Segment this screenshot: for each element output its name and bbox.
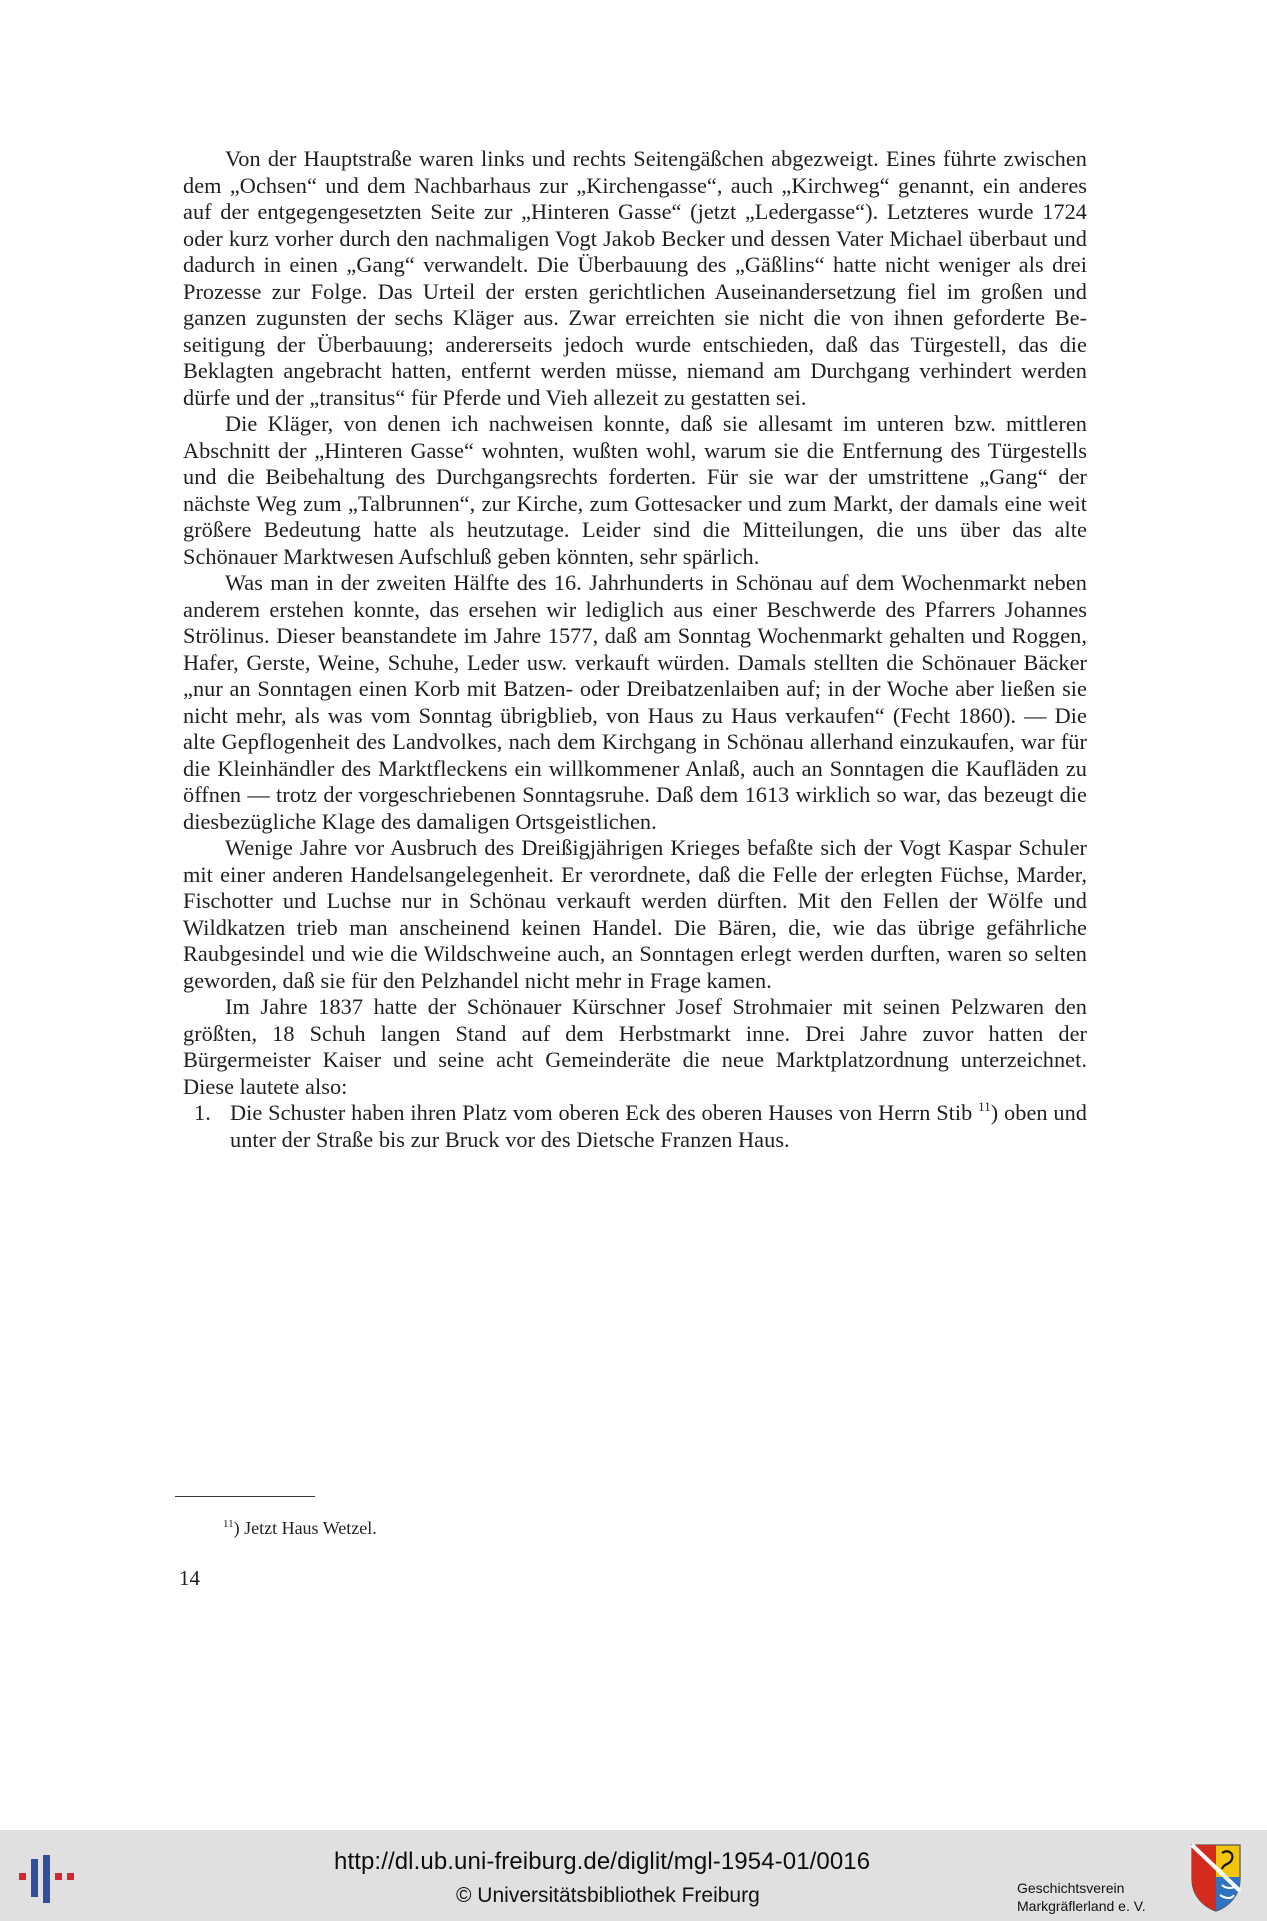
society-name-line1: Geschichtsverein bbox=[1017, 1880, 1125, 1896]
society-name-line2: Markgräflerland e. V. bbox=[1017, 1898, 1146, 1914]
list-number: 1. bbox=[194, 1100, 211, 1125]
paragraph: Was man in der zweiten Hälfte des 16. Jahrhunderts in Schönau auf dem Wochenmarkt neben anderem erstehen konnte, das ersehen wir lediglich aus einer Beschwerde des Pfarrers Johannes Strölinus. Dieser beanstandete im Jahre 1577, daß am Sonntag Wochenmarkt gehalten und Roggen, Hafer, Gerste, Weine, Schuhe, Leder usw. verkauft würden. Damals stellten die Schönauer Bäcker „nur an Sonntagen einen Korb mit Batzen- oder Dreibatzenlaiben auf; in der Woche aber ließen sie nicht mehr, als was vom Sonntag übrigblieb, von Haus zu Haus verkaufen“ (Fecht 1860). — Die alte Gepflogenheit des Landvolkes, nach dem Kirchgang in Schönau allerhand einzukaufen, war für die Kleinhändler des Marktfleckens ein willkommener Anlaß, auch an Sonntagen die Kaufläden zu öffnen — trotz der vorgeschriebenen Sonntagsruhe. Daß dem 1613 wirklich so war, das bezeugt die diesbezügliche Klage des damaligen Ortsgeistlichen. bbox=[183, 570, 1087, 834]
paragraph: Die Kläger, von denen ich nachweisen konnte, daß sie allesamt im unteren bzw. mittleren Abschnitt der „Hinteren Gasse“ wohnten, wußten wohl, warum sie die Entfernung des Türgestells und die Beibehaltung des Durchgangsrechts forderten. Für sie war der umstrittene „Gang“ der nächste Weg zum „Talbrunnen“, zur Kirche, zum Gottesacker und zum Markt, der damals eine weit größere Bedeutung hatte als heutzutage. Leider sind die Mitteilungen, die uns über das alte Schönauer Marktwesen Aufschluß geben könnten, sehr spärlich. bbox=[183, 411, 1087, 569]
copyright-text: © Universitätsbibliothek Freiburg bbox=[456, 1884, 760, 1907]
library-logo-icon bbox=[14, 1853, 80, 1905]
paragraph: Wenige Jahre vor Ausbruch des Dreißigjährigen Krieges befaßte sich der Vogt Kaspar Schuler mit einer anderen Handelsangelegenheit. Er verordnete, daß die Felle der erlegten Füchse, Marder, Fischotter und Luchse nur in Schönau verkauft werden dürften. Mit den Fellen der Wölfe und Wildkatzen trieb man anscheinend keinen Handel. Die Bären, die, wie das übrige gefährliche Raubgesindel und wie die Wildschweine auch, an Sonntagen erlegt werden durften, waren so selten geworden, daß sie für den Pelzhandel nicht mehr in Frage kamen. bbox=[183, 835, 1087, 993]
coat-of-arms-icon bbox=[1188, 1841, 1244, 1913]
paragraph: Von der Hauptstraße waren links und rechts Seitengäßchen abgezweigt. Eines führte zwischen dem „Ochsen“ und dem Nachbarhaus zur „Kirchengasse“, auch „Kirchweg“ genannt, ein anderes auf der entgegengesetzten Seite zur „Hinteren Gasse“ (jetzt „Ledergasse“). Letzteres wurde 1724 oder kurz vorher durch den nachmaligen Vogt Jakob Becker und dessen Vater Michael überbaut und dadurch in einen „Gang“ verwandelt. Die Überbauung des „Gäßlins“ hatte nicht weniger als drei Prozesse zur Folge. Das Urteil der ersten gerichtlichen Auseinandersetzung fiel im großen und ganzen zugunsten der sechs Kläger aus. Zwar erreichten sie nicht die von ihnen geforderte Beseitigung der Überbauung; andererseits jedoch wurde entschieden, daß das Türgestell, das die Beklagten angebracht hatten, entfernt werden müsse, niemand am Durchgang verhindert werden dürfe und der „transitus“ für Pferde und Vieh allezeit zu gestatten sei. bbox=[183, 146, 1087, 410]
society-name bbox=[1017, 1879, 1179, 1915]
paragraph: Im Jahre 1837 hatte der Schönauer Kürschner Josef Strohmaier mit seinen Pelzwaren den größten, 18 Schuh langen Stand auf dem Herbstmarkt inne. Drei Jahre zuvor hatten der Bürgermeister Kaiser und seine acht Gemeinderäte die neue Marktplatzordnung unterzeichnet. Diese lautete also: bbox=[183, 994, 1087, 1099]
list-text-continued: ) oben und unter der Straße bis zur Bruck vor des Dietsche Franzen Haus. bbox=[230, 1100, 1087, 1152]
page-number: 14 bbox=[179, 1566, 200, 1590]
document-link[interactable]: http://dl.ub.uni-freiburg.de/diglit/mgl-1954-01/0016 bbox=[334, 1848, 871, 1875]
footnote bbox=[223, 1512, 377, 1540]
footer-bar bbox=[0, 1830, 1267, 1921]
list-item bbox=[183, 1100, 1087, 1153]
footnote-divider bbox=[175, 1496, 315, 1497]
footnote-text: ) Jetzt Haus Wetzel. bbox=[233, 1518, 377, 1538]
body-text bbox=[183, 146, 1087, 1153]
footnote-mark: 11 bbox=[223, 1518, 234, 1530]
list-text: Die Schuster haben ihren Platz vom oberen Eck des oberen Hauses von Herrn Stib bbox=[230, 1100, 979, 1125]
footnote-reference: 11 bbox=[978, 1099, 991, 1114]
